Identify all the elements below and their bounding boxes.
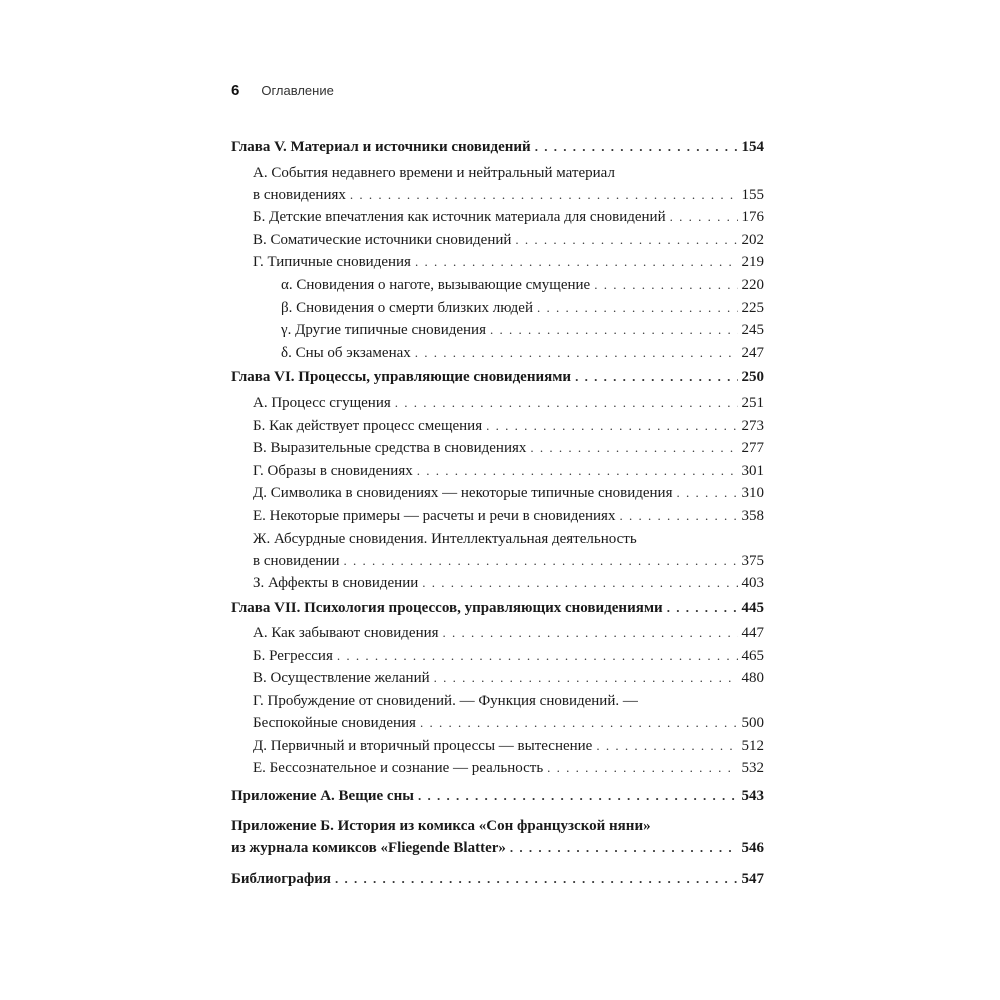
- toc-entry[interactable]: [231, 572, 764, 595]
- running-head: [231, 82, 334, 99]
- toc-subentry[interactable]: [231, 297, 764, 320]
- leader-dots: [670, 206, 738, 229]
- entry-title: γ. Другие типичные сновидения: [281, 322, 486, 339]
- entry-page: 251: [741, 394, 764, 411]
- leader-dots: [350, 184, 738, 207]
- entry-page: 447: [741, 625, 764, 642]
- toc-entry[interactable]: [231, 622, 764, 645]
- toc-appendix[interactable]: [231, 815, 764, 860]
- leader-dots: [420, 712, 738, 735]
- entry-title: А. Как забывают сновидения: [253, 625, 439, 642]
- entry-page: 301: [741, 462, 764, 479]
- leader-dots: [594, 274, 737, 297]
- leader-dots: [418, 785, 738, 808]
- entry-page: 219: [741, 254, 764, 271]
- toc-chapter-row[interactable]: [231, 597, 764, 620]
- entry-title: В. Соматические источники сновидений: [253, 231, 512, 248]
- section-title: Оглавление: [261, 83, 334, 98]
- entry-page: 310: [741, 485, 764, 502]
- leader-dots: [443, 622, 738, 645]
- leader-dots: [337, 645, 738, 668]
- toc-appendix: [231, 868, 764, 891]
- entry-title: З. Аффекты в сновидении: [253, 575, 419, 592]
- entry-title: в сновидении: [253, 552, 340, 569]
- entry-title: В. Выразительные средства в сновидениях: [253, 440, 527, 457]
- entry-title: δ. Сны об экзаменах: [281, 344, 411, 361]
- toc-chapter: [231, 136, 764, 159]
- entry-title: α. Сновидения о наготе, вызывающие смущение: [281, 276, 591, 293]
- entry-page: 247: [741, 344, 764, 361]
- leader-dots: [515, 229, 737, 252]
- entry-title: Е. Бессознательное и сознание — реальность: [253, 760, 544, 777]
- entry-page: 245: [741, 322, 764, 339]
- appendix-title: Библиография: [231, 871, 332, 888]
- entry-title: Б. Как действует процесс смещения: [253, 417, 483, 434]
- toc-entry[interactable]: [231, 667, 764, 690]
- entry-page: 532: [741, 760, 764, 777]
- toc-entry[interactable]: [231, 415, 764, 438]
- leader-dots: [395, 392, 738, 415]
- entry-page: 480: [741, 670, 764, 687]
- leader-dots: [490, 319, 738, 342]
- leader-dots: [575, 366, 737, 389]
- page-number: 6: [231, 82, 240, 99]
- toc-entry[interactable]: [231, 229, 764, 252]
- entry-page: 225: [741, 299, 764, 316]
- leader-dots: [415, 251, 738, 274]
- leader-dots: [510, 837, 738, 860]
- leader-dots: [434, 667, 738, 690]
- entry-page: 403: [741, 575, 764, 592]
- entry-page: 500: [741, 715, 764, 732]
- leader-dots: [530, 437, 737, 460]
- chapter-page: 250: [741, 369, 764, 386]
- leader-dots: [537, 297, 738, 320]
- appendix-title-line1: Приложение Б. История из комикса «Сон французской няни»: [231, 818, 651, 835]
- chapter-title: Глава VII. Психология процессов, управляющих сновидениями: [231, 599, 663, 616]
- leader-dots: [547, 757, 737, 780]
- toc-subentry[interactable]: [231, 342, 764, 365]
- leader-dots: [486, 415, 737, 438]
- entry-title: Д. Первичный и вторичный процессы — вытеснение: [253, 737, 593, 754]
- leader-dots: [667, 597, 738, 620]
- leader-dots: [596, 735, 737, 758]
- toc-subentry[interactable]: [231, 274, 764, 297]
- leader-dots: [344, 550, 738, 573]
- leader-dots: [417, 460, 738, 483]
- entry-page: 155: [741, 186, 764, 203]
- entry-title: Д. Символика в сновидениях — некоторые типичные сновидения: [253, 485, 673, 502]
- toc-chapter: [231, 597, 764, 620]
- chapter-page: 445: [741, 599, 764, 616]
- appendix-page: 546: [741, 840, 764, 857]
- toc-entry[interactable]: [231, 437, 764, 460]
- toc-entry[interactable]: [231, 162, 764, 207]
- chapter-title: Глава VI. Процессы, управляющие сновидениями: [231, 369, 572, 386]
- toc-entry[interactable]: [231, 482, 764, 505]
- toc-entry[interactable]: [231, 206, 764, 229]
- leader-dots: [676, 482, 737, 505]
- table-of-contents: [231, 134, 764, 891]
- toc-entry[interactable]: [231, 645, 764, 668]
- entry-title: В. Осуществление желаний: [253, 670, 430, 687]
- toc-entry[interactable]: [231, 757, 764, 780]
- toc-entry[interactable]: [231, 690, 764, 735]
- toc-appendix-row[interactable]: [231, 868, 764, 891]
- entry-title: Б. Регрессия: [253, 647, 333, 664]
- appendix-title: из журнала комиксов «Fliegende Blatter»: [231, 840, 506, 857]
- chapter-page: 154: [741, 139, 764, 155]
- entry-page: 176: [741, 209, 764, 226]
- entry-page: 358: [741, 507, 764, 524]
- entry-title: Б. Детские впечатления как источник материала для сновидений: [253, 209, 666, 226]
- toc-appendix-row[interactable]: [231, 785, 764, 808]
- leader-dots: [415, 342, 738, 365]
- leader-dots: [535, 136, 738, 159]
- toc-entry[interactable]: [231, 460, 764, 483]
- entry-title-line1: Г. Пробуждение от сновидений. — Функция сновидений. —: [253, 693, 638, 710]
- toc-chapter-row[interactable]: [231, 136, 764, 159]
- entry-page: 465: [741, 647, 764, 664]
- entry-page: 220: [741, 276, 764, 293]
- entry-title: β. Сновидения о смерти близких людей: [281, 299, 533, 316]
- appendix-title: Приложение А. Вещие сны: [231, 787, 414, 804]
- toc-appendix: [231, 785, 764, 808]
- entry-title: Беспокойные сновидения: [253, 715, 416, 732]
- appendix-page: 547: [741, 871, 764, 888]
- entry-title-line1: Ж. Абсурдные сновидения. Интеллектуальная деятельность: [253, 530, 637, 547]
- leader-dots: [422, 572, 737, 595]
- toc-entry[interactable]: [231, 505, 764, 528]
- entry-page: 277: [741, 440, 764, 457]
- toc-entry[interactable]: [231, 735, 764, 758]
- entry-page: 512: [741, 737, 764, 754]
- toc-chapter: [231, 366, 764, 389]
- entry-title: в сновидениях: [253, 186, 346, 203]
- entry-title: Е. Некоторые примеры — расчеты и речи в сновидениях: [253, 507, 616, 524]
- entry-title: Г. Образы в сновидениях: [253, 462, 413, 479]
- entry-title-line1: А. События недавнего времени и нейтральный материал: [253, 164, 615, 181]
- entry-title: А. Процесс сгущения: [253, 394, 391, 411]
- toc-entry[interactable]: [231, 392, 764, 415]
- toc-entry[interactable]: [231, 528, 764, 573]
- entry-page: 375: [741, 552, 764, 569]
- toc-chapter-row[interactable]: [231, 366, 764, 389]
- leader-dots: [619, 505, 737, 528]
- toc-entry[interactable]: [231, 251, 764, 274]
- chapter-title: Глава V. Материал и источники сновидений: [231, 139, 531, 155]
- appendix-page: 543: [741, 787, 764, 804]
- entry-page: 273: [741, 417, 764, 434]
- toc-subentry[interactable]: [231, 319, 764, 342]
- entry-title: Г. Типичные сновидения: [253, 254, 411, 271]
- leader-dots: [335, 868, 737, 891]
- entry-page: 202: [741, 231, 764, 248]
